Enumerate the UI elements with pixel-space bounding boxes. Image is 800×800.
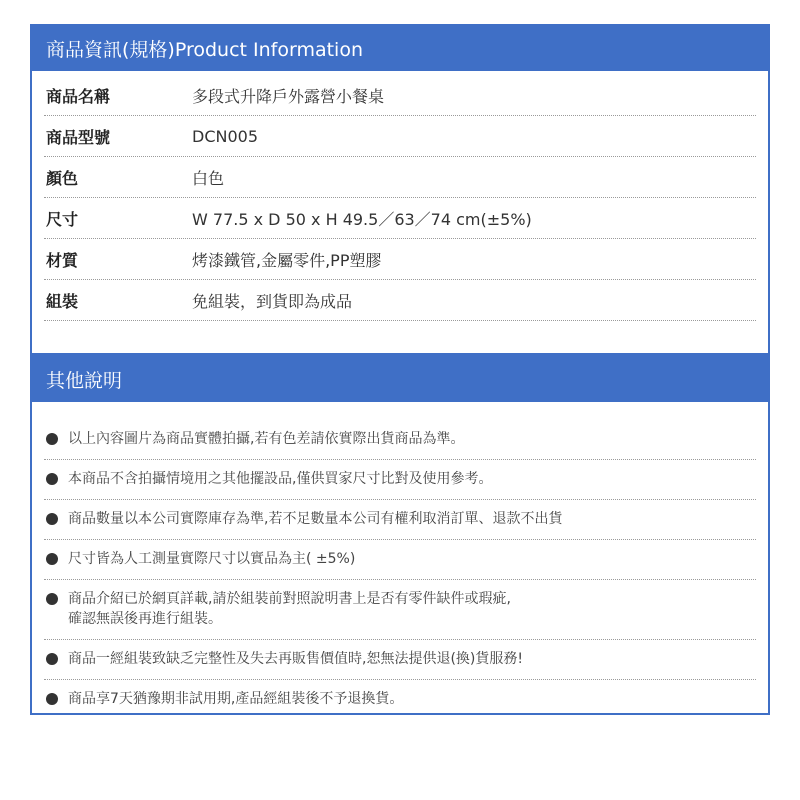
bullet-icon	[46, 473, 58, 485]
spec-value: DCN005	[192, 126, 258, 146]
bullet-icon	[46, 433, 58, 445]
note-text: 以上內容圖片為商品實體拍攝,若有色差請依實際出貨商品為準。	[68, 431, 465, 447]
note-text: 本商品不含拍攝情境用之其他擺設品,僅供買家尺寸比對及使用參考。	[68, 471, 493, 487]
list-item	[44, 580, 756, 640]
notes-header: 其他說明	[32, 357, 768, 402]
list-item	[44, 540, 756, 580]
spec-list	[44, 71, 756, 321]
spec-label: 組裝	[46, 291, 79, 311]
note-text: 尺寸皆為人工測量實際尺寸以實品為主( ±5%)	[68, 551, 356, 567]
spec-label: 材質	[46, 250, 79, 270]
spec-row	[44, 280, 756, 321]
spec-value: 免組裝，到貨即為成品	[192, 291, 353, 311]
spec-label: 商品型號	[46, 127, 111, 147]
spec-value: 烤漆鐵管,金屬零件,PP塑膠	[192, 250, 382, 270]
notes-list	[44, 402, 756, 719]
spec-value: W 77.5 x D 50 x H 49.5／63／74 cm(±5%)	[192, 209, 532, 229]
note-text: 商品數量以本公司實際庫存為準,若不足數量本公司有權利取消訂單、退款不出貨	[68, 511, 563, 527]
list-item	[44, 420, 756, 460]
spec-value: 白色	[192, 168, 225, 188]
bullet-icon	[46, 593, 58, 605]
spec-row	[44, 116, 756, 157]
list-item	[44, 500, 756, 540]
list-item	[44, 680, 756, 719]
spec-row	[44, 75, 756, 116]
spec-label: 商品名稱	[46, 86, 111, 106]
list-item	[44, 460, 756, 500]
list-item	[44, 640, 756, 680]
spec-row	[44, 198, 756, 239]
spec-label: 尺寸	[46, 209, 79, 229]
bullet-icon	[46, 653, 58, 665]
note-text: 商品享7天猶豫期非試用期,產品經組裝後不予退換貨。	[68, 691, 404, 707]
note-text: 商品介紹已於網頁詳載,請於組裝前對照說明書上是否有零件缺件或瑕疵,	[68, 591, 511, 607]
spec-row	[44, 157, 756, 198]
product-info-header: 商品資訊(規格)Product Information	[32, 26, 768, 71]
product-info-panel	[30, 24, 770, 355]
note-text-continued: 確認無誤後再進行組裝。	[68, 611, 222, 627]
bullet-icon	[46, 553, 58, 565]
spec-label: 顏色	[46, 168, 79, 188]
bullet-icon	[46, 513, 58, 525]
bullet-icon	[46, 693, 58, 705]
spec-row	[44, 239, 756, 280]
spec-value: 多段式升降戶外露營小餐桌	[192, 86, 385, 106]
note-text: 商品一經組裝致缺乏完整性及失去再販售價值時,恕無法提供退(換)貨服務!	[68, 651, 523, 667]
notes-panel	[30, 355, 770, 715]
